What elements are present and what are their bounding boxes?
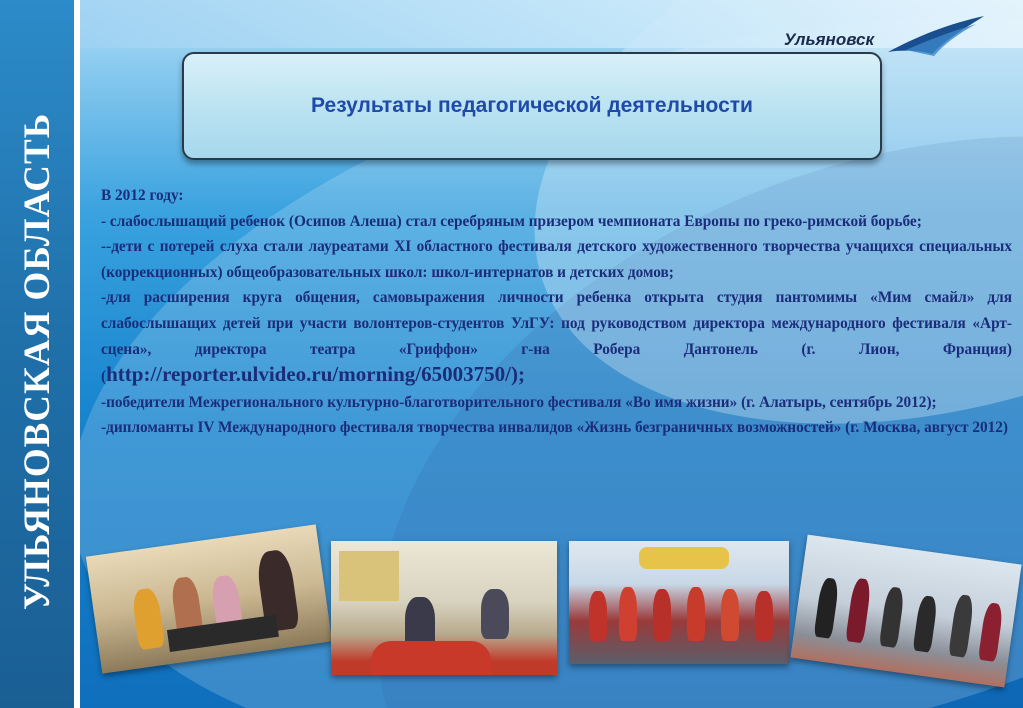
list-item: - слабослышащий ребенок (Осипов Алеша) стал серебряным призером чемпионата Европы по греко-римской борьбе; (101, 212, 922, 230)
page-title: Результаты педагогической деятельности (311, 94, 753, 117)
photo-board (339, 551, 399, 601)
list-item: -дипломанты IV Международного фестиваля творчества инвалидов «Жизнь безграничных возможностей» (г. Москва, август 2012) (101, 419, 1009, 437)
title-banner (182, 52, 882, 160)
sidebar (0, 0, 80, 708)
results-text (101, 183, 1012, 441)
link-suffix: ); (510, 362, 525, 387)
list-item: -победители Межрегионального культурно-благотворительного фестиваля «Во имя жизни» (г. Алатырь, сентябрь 2012); (101, 393, 937, 411)
photo-figure (913, 595, 939, 653)
photo-banner (639, 547, 729, 569)
photo-sewing-class (331, 541, 557, 675)
region-title: УЛЬЯНОВСКАЯ ОБЛАСТЬ (17, 112, 58, 610)
list-item: --дети с потерей слуха стали лауреатами XI областного фестиваля детского художественного творчества учащихся специальных (коррекционных) общеобразовательных школ: школ-интернатов и детских домов; (101, 238, 1012, 281)
photo-figure (814, 577, 840, 639)
photo-figure (845, 577, 872, 643)
photo-dance-performance (569, 541, 789, 664)
photo-figure (131, 587, 165, 650)
photo-figure (481, 589, 509, 639)
wing-icon (888, 14, 988, 62)
photo-fabric (371, 641, 491, 675)
photo-figure (755, 591, 773, 641)
content-heading: В 2012 году: (101, 187, 184, 204)
photo-figure (653, 589, 671, 641)
photo-figure (619, 587, 637, 641)
list-item (101, 285, 1012, 389)
photo-figure (948, 594, 974, 658)
video-link[interactable]: http://reporter.ulvideo.ru/morning/65003750/ (106, 362, 511, 387)
list-item-text: -для расширения круга общения, самовыражения личности ребенка открыта студия пантомимы «Мим смайл» для слабослышащих детей при участи волонтеров-студентов УлГУ: под руководством директора международного фестиваля «Арт-сцена», директора театра «Гриффон» г-на Робера Дантонель (г. Лион, Франция) ( (101, 289, 1012, 386)
photo-figure (721, 589, 739, 641)
photo-figure (879, 586, 905, 648)
logo-text: Ульяновск (784, 30, 875, 49)
photo-figure (687, 587, 705, 641)
photo-figure (589, 591, 607, 641)
photo-figure (978, 602, 1004, 662)
